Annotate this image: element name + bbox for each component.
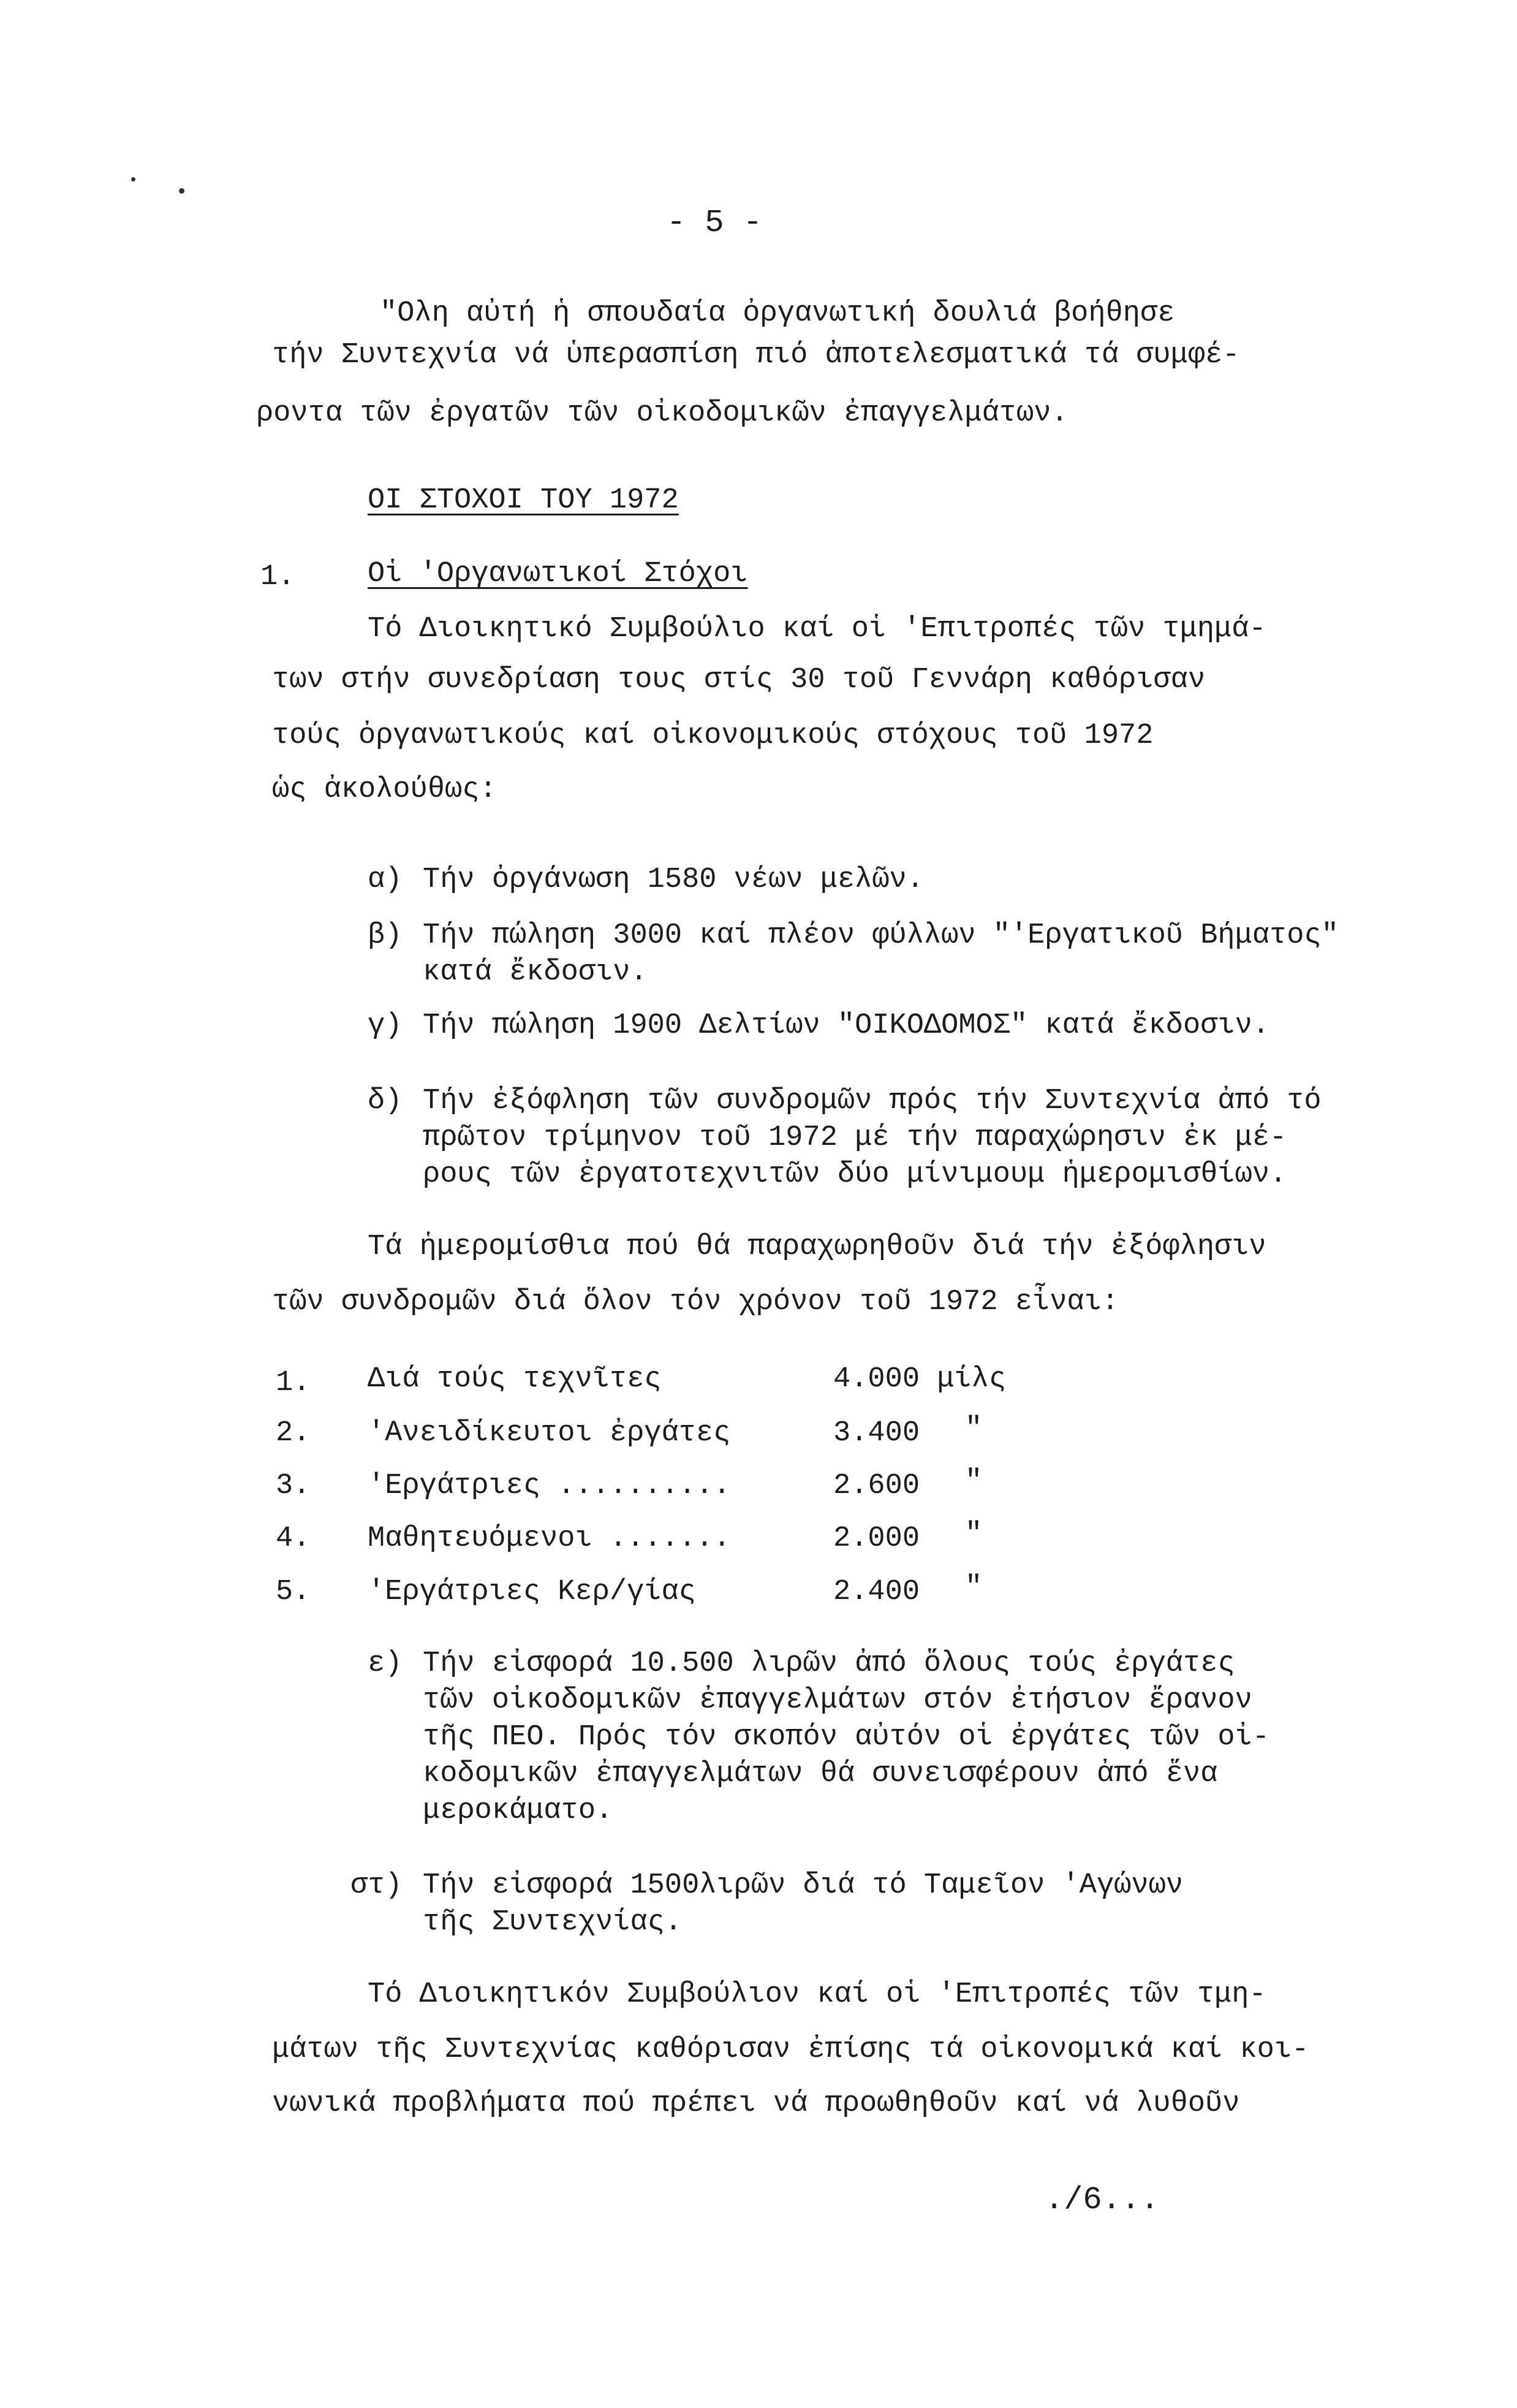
- para3-line-1: Τό Διοικητικόν Συμβούλιον καί οἱ 'Επιτροπές τῶν τμη-: [368, 1978, 1266, 2011]
- goal-e-line-3: τῆς ΠΕΟ. Πρός τόν σκοπόν αὐτόν οἱ ἐργάτες τῶν οἰ-: [423, 1721, 1270, 1753]
- goal-marker-e: ε): [368, 1647, 403, 1680]
- wage-value-4: 2.000: [833, 1522, 920, 1555]
- section-heading: ΟΙ ΣΤΟΧΟΙ ΤΟΥ 1972: [368, 484, 679, 517]
- wage-value-3: 2.600: [833, 1470, 920, 1502]
- wage-num-2: 2.: [276, 1417, 311, 1449]
- subsection-number: 1.: [260, 561, 295, 593]
- wage-value-5: 2.400: [833, 1576, 920, 1608]
- para1-line-3: τούς ὀργανωτικούς καί οἰκονομικούς στόχους τοῦ 1972: [272, 720, 1154, 752]
- wage-label-2: 'Ανειδίκευτοι ἐργάτες: [368, 1417, 731, 1449]
- goal-b-line-1: Τήν πώληση 3000 καί πλέον φύλλων "'Εργατικοῦ Βήματος": [423, 919, 1339, 952]
- wage-label-4: Μαθητευόμενοι .......: [368, 1522, 731, 1555]
- goal-e-line-4: κοδομικῶν ἐπαγγελμάτων θά συνεισφέρουν ἀπό ἕνα: [423, 1758, 1218, 1790]
- wage-value-1: 4.000 μίλς: [833, 1363, 1007, 1396]
- wage-value-2: 3.400: [833, 1417, 920, 1449]
- intro-line-2: τήν Συντεχνία νά ὑπερασπίση πιό ἀποτελεσματικά τά συμφέ-: [272, 339, 1240, 371]
- goal-b-line-2: κατά ἔκδοσιν.: [423, 956, 648, 989]
- continuation-marker: ./6...: [1045, 2182, 1160, 2218]
- goal-e-line-2: τῶν οἰκοδομικῶν ἐπαγγελμάτων στόν ἐτήσιον ἔρανον: [423, 1684, 1252, 1717]
- goal-a-line-1: Τήν ὀργάνωση 1580 νέων μελῶν.: [423, 864, 924, 896]
- goal-marker-b: β): [368, 919, 403, 952]
- wage-ditto-2: ": [965, 1413, 983, 1445]
- goal-marker-c: γ): [368, 1009, 403, 1042]
- para2-line-1: Τά ἡμερομίσθια πού θά παραχωρηθοῦν διά τήν ἐξόφλησιν: [368, 1231, 1266, 1263]
- goal-d-line-2: πρῶτον τρίμηνον τοῦ 1972 μέ τήν παραχώρησιν ἐκ μέ-: [423, 1122, 1287, 1154]
- para1-line-2: των στήν συνεδρίαση τους στίς 30 τοῦ Γεννάρη καθόρισαν: [272, 664, 1206, 696]
- goal-st-line-1: Τήν εἰσφορά 1500λιρῶν διά τό Ταμεῖον 'Αγώνων: [423, 1869, 1184, 1902]
- subsection-title: Οἱ 'Οργανωτικοί Στόχοι: [368, 558, 748, 590]
- goal-e-line-1: Τήν εἰσφορά 10.500 λιρῶν ἀπό ὅλους τούς ἐργάτες: [423, 1647, 1235, 1680]
- intro-line-1: "Ολη αὐτή ἡ σπουδαία ὀργανωτική δουλιά βοήθησε: [380, 297, 1175, 330]
- para2-line-2: τῶν συνδρομῶν διά ὅλον τόν χρόνον τοῦ 1972 εἶναι:: [272, 1286, 1119, 1318]
- para1-line-1: Τό Διοικητικό Συμβούλιο καί οἱ 'Επιτροπές τῶν τμημά-: [368, 613, 1266, 645]
- wage-num-1: 1.: [276, 1367, 311, 1399]
- wage-num-4: 4.: [276, 1522, 311, 1555]
- page-number: - 5 -: [667, 205, 763, 241]
- scan-speck: [131, 177, 135, 181]
- wage-label-5: 'Εργάτριες Κερ/γίας: [368, 1576, 696, 1608]
- goal-marker-d: δ): [368, 1085, 403, 1117]
- para3-line-3: νωνικά προβλήματα πού πρέπει νά προωθηθοῦν καί νά λυθοῦν: [272, 2087, 1240, 2120]
- goal-d-line-1: Τήν ἐξόφληση τῶν συνδρομῶν πρός τήν Συντεχνία ἀπό τό: [423, 1085, 1322, 1117]
- wage-num-5: 5.: [276, 1576, 311, 1608]
- wage-label-3: 'Εργάτριες ..........: [368, 1470, 731, 1502]
- goal-e-line-5: μεροκάματο.: [423, 1795, 613, 1827]
- wage-ditto-4: ": [965, 1518, 983, 1551]
- goal-d-line-3: ρους τῶν ἐργατοτεχνιτῶν δύο μίνιμουμ ἡμερομισθίων.: [423, 1158, 1287, 1191]
- goal-c-line-1: Τήν πώληση 1900 Δελτίων "ΟΙΚΟΔΟΜΟΣ" κατά ἔκδοσιν.: [423, 1009, 1270, 1042]
- wage-ditto-3: ": [965, 1465, 983, 1498]
- intro-line-3: ροντα τῶν ἐργατῶν τῶν οἰκοδομικῶν ἐπαγγελμάτων.: [256, 397, 1069, 430]
- wage-ditto-5: ": [965, 1571, 983, 1604]
- goal-st-line-2: τῆς Συντεχνίας.: [423, 1906, 683, 1939]
- wage-num-3: 3.: [276, 1470, 311, 1502]
- wage-label-1: Διά τούς τεχνῖτες: [368, 1363, 662, 1396]
- goal-marker-st: στ): [350, 1869, 403, 1902]
- para3-line-2: μάτων τῆς Συντεχνίας καθόρισαν ἐπίσης τά οἰκονομικά καί κοι-: [272, 2034, 1309, 2066]
- para1-line-4: ὡς ἀκολούθως:: [272, 773, 497, 806]
- goal-marker-a: α): [368, 864, 403, 896]
- scan-speck: [179, 188, 184, 194]
